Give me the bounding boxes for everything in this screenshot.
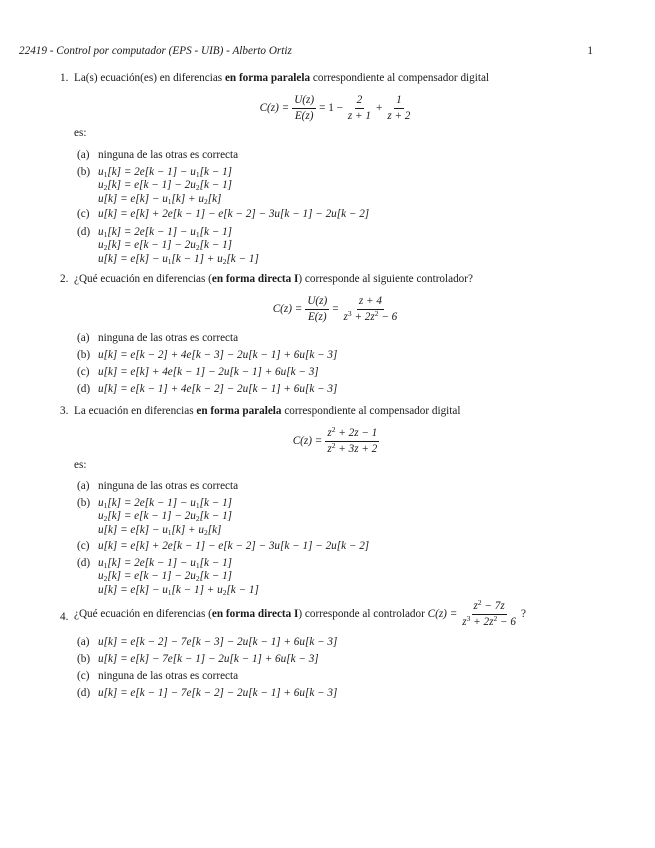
- transfer-function: C(z) = $\frac{U(z)}{E(z)}$ = 1 − $\frac{2}{z + 1}$ + $\frac{1}{z + 2}$: [259, 94, 411, 123]
- equation-line: $u_2[k] = e[k - 1] - 2u_2[k - 1]$: [98, 239, 233, 253]
- transfer-function: C(z) = $\frac{z^2 + 2z - 1}{z^2 + 3z + 2}$: [292, 425, 378, 456]
- transfer-function: C(z) = $\frac{U(z)}{E(z)}$ = $\frac{z + 4}{z^3 + 2z^2 - 6}$: [272, 295, 398, 324]
- equation-line: $u_1[k] = 2e[k - 1] - u_1[k - 1]$: [98, 226, 233, 239]
- fraction: $\frac{z + 4}{z^3 + 2z^2 - 6}$: [343, 295, 398, 324]
- question-text: La ecuación en diferencias en forma paralela correspondiente al compensador digital: [74, 405, 461, 417]
- question-emphasis: en forma directa I: [211, 608, 299, 621]
- equation-block: [98, 226, 259, 266]
- fraction: $\frac{U(z)}{E(z)}$: [294, 94, 315, 123]
- question-emphasis: en forma paralela: [196, 405, 282, 417]
- page-header: [19, 45, 593, 58]
- question-text: ¿Qué ecuación en diferencias ( en forma directa I ) corresponde al controlador C(z) = $\frac{z^2 - 7z}{z^3 + 2z^2 - 6}$ ?: [74, 598, 526, 629]
- equation-line: $u_2[k] = e[k - 1] - 2u_2[k - 1]$: [98, 179, 233, 193]
- equation-line: $u_1[k] = 2e[k - 1] - u_1[k - 1]$: [98, 557, 233, 570]
- equation-line: $u_1[k] = 2e[k - 1] - u_1[k - 1]$: [98, 166, 233, 179]
- equation-line: $u_2[k] = e[k - 1] - 2u_2[k - 1]$: [98, 510, 233, 524]
- equation-line: $u_1[k] = 2e[k - 1] - u_1[k - 1]$: [98, 497, 233, 510]
- question-emphasis: en forma paralela: [224, 72, 311, 84]
- question-text: ¿Qué ecuación en diferencias (en forma directa I) corresponde al siguiente controlador?: [74, 273, 473, 285]
- equation-line: $u[k] = e[k] - u_1[k - 1] + u_2[k - 1]$: [98, 252, 259, 266]
- fraction: $\frac{U(z)}{E(z)}$: [307, 295, 328, 324]
- equation-line: $u[k] = e[k] - u_1[k] + u_2[k]$: [98, 523, 222, 537]
- equation-line: $u_2[k] = e[k - 1] - 2u_2[k - 1]$: [98, 570, 233, 584]
- page-number: 1: [587, 45, 593, 57]
- question-number: 4.: [60, 611, 69, 623]
- question-number: 2.: [60, 273, 69, 285]
- equation-line: $u[k] = e[k] - u_1[k] + u_2[k]$: [98, 192, 222, 206]
- question-number: 1.: [60, 72, 69, 84]
- fraction: $\frac{2}{z + 1}$: [347, 94, 371, 123]
- equation-block: [98, 557, 259, 597]
- course-title: 22419 - Control por computador (EPS - UIB) - Alberto Ortiz: [19, 45, 292, 57]
- equation-line: $u[k] = e[k] - u_1[k - 1] + u_2[k - 1]$: [98, 583, 259, 597]
- fraction: $\frac{1}{z + 2}$: [387, 94, 411, 123]
- equation-block: [98, 497, 232, 537]
- fraction: $\frac{z^2 - 7z}{z^3 + 2z^2 - 6}$: [462, 598, 516, 629]
- question-emphasis: en forma directa I: [211, 273, 299, 285]
- equation-block: [98, 166, 232, 206]
- question-text: La(s) ecuación(es) en diferencias en forma paralela correspondiente al compensador digital: [74, 72, 490, 84]
- fraction: $\frac{z^2 + 2z - 1}{z^2 + 3z + 2}$: [327, 425, 378, 456]
- question-number: 3.: [60, 405, 69, 417]
